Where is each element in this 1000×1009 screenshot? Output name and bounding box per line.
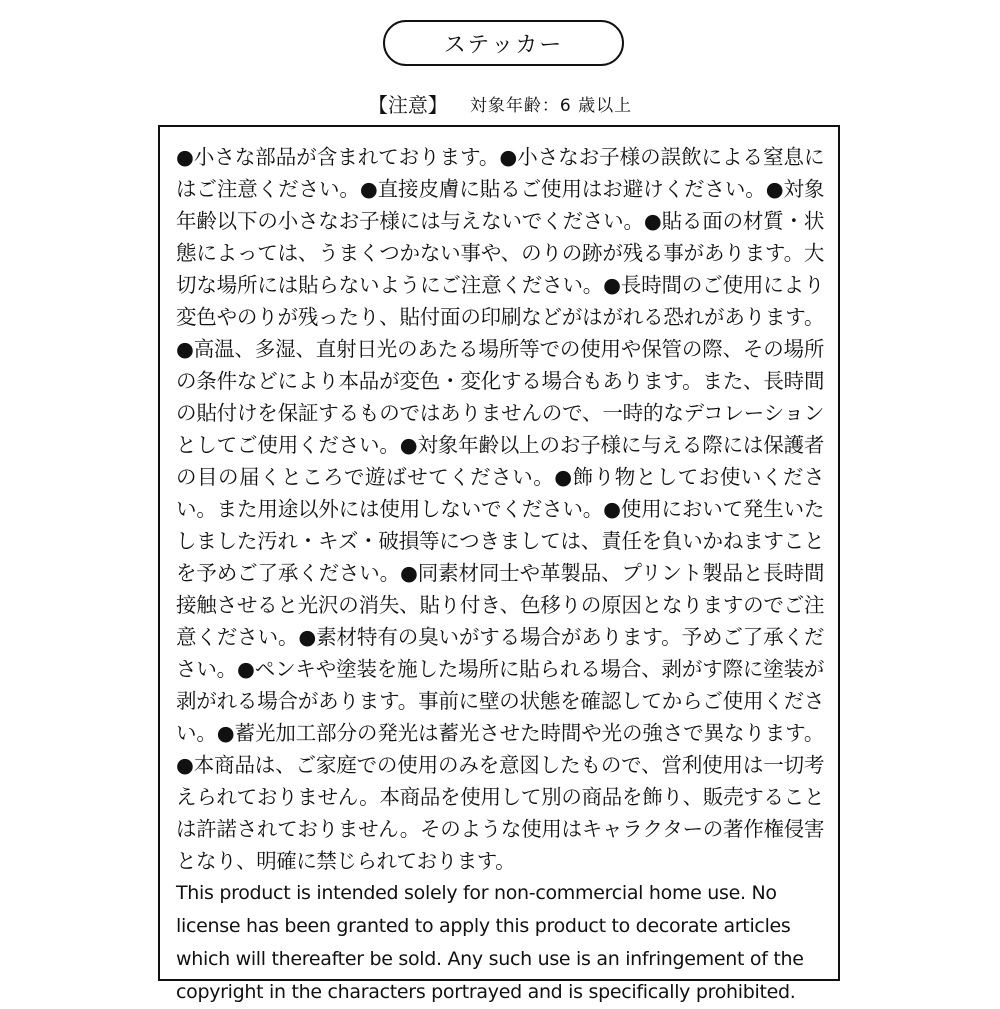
target-age-text: 対象年齢：6 歳以上 [469, 95, 633, 116]
english-notice-line: This product is intended solely for non-commercial home use. No [176, 882, 777, 904]
caution-heading: 【注意】 [367, 92, 448, 117]
sticker-title-label [383, 20, 624, 66]
english-notice-line: which will thereafter be sold. Any such use is an infringement of the [176, 948, 804, 970]
caution-notice-box [158, 125, 840, 1003]
english-notice-line: license has been granted to apply this product to decorate articles [176, 915, 791, 937]
english-notice-line: copyright in the characters portrayed and is specifically prohibited. [176, 981, 796, 1003]
english-notice-text [176, 877, 824, 1009]
japanese-notice-text: ●小さな部品が含まれております。●小さなお子様の誤飲による窒息にはご注意ください。●直接皮膚に貼るご使用はお避けください。●対象年齢以下の小さなお子様には与えないでください。●貼る面の材質・状態によっては、うまくつかない事や、のりの跡が残る事があります。大切な場所には貼らないようにご注意ください。●長時間のご使用により変色やのりが残ったり、貼付面の印刷などがはがれる恐れがあります。●高温、多湿、直射日光のあたる場所等での使用や保管の際、その場所の条件などにより本品が変色・変化する場合もあります。また、長時間の貼付けを保証するものではありませんので、一時的なデコレーションとしてご使用ください。●対象年齢以上のお子様に与える際には保護者の目の届くところで遊ばせてください。●飾り物としてお使いください。また用途以外には使用しないでください。●使用において発生いたしました汚れ・キズ・破損等につきましては、責任を負いかねますことを予めご了承ください。●同素材同士や革製品、プリント製品と長時間接触させると光沢の消失、貼り付き、色移りの原因となりますのでご注意ください。●素材特有の臭いがする場合があります。予めご了承ください。●ペンキや塗装を施した場所に貼られる場合、剥がす際に塗装が剥がれる場合があります。事前に壁の状態を確認してからご使用ください。●蓄光加工部分の発光は蓄光させた時間や光の強さで異なります。●本商品は、ご家庭での使用のみを意図したもので、営利使用は一切考えられておりません。本商品を使用して別の商品を飾り、販売することは許諾されておりません。そのような使用はキャラクターの著作権侵害となり、明確に禁じられております。 [176, 145, 825, 873]
sticker-title-text: ステッカー [443, 32, 564, 58]
caution-header [0, 88, 1000, 118]
